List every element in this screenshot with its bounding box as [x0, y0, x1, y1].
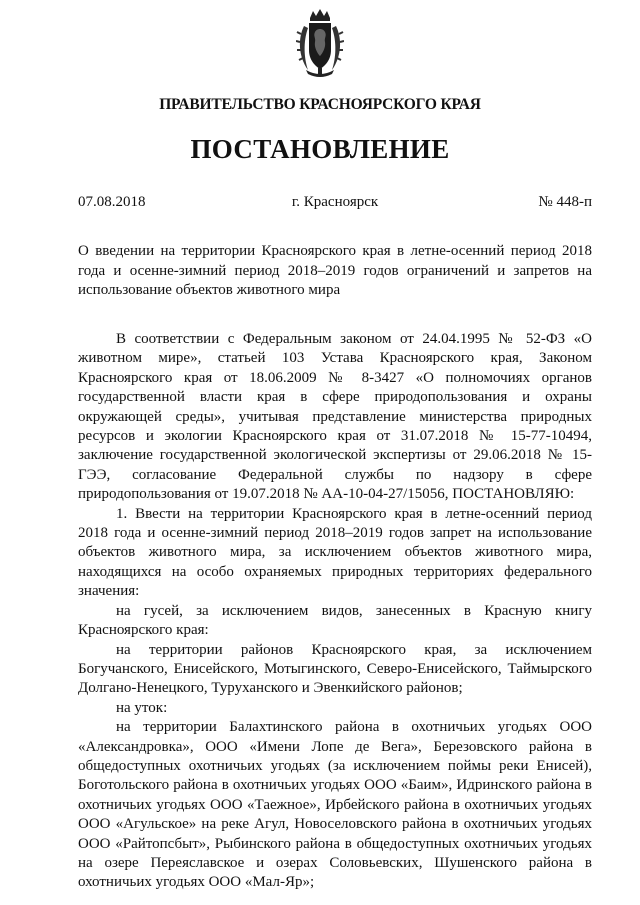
- paragraph: В соответствии с Федеральным законом от 24.04.1995 № 52-ФЗ «О животном мире», статьей 103 Устава Красноярского края, Законом Красноярского края от 18.06.2009 № 8-3427 «О полномочиях органов государственной власти края в сфере природопользования и охраны окружающей среды», учитывая представление министерства природных ресурсов и экологии Красноярского края от 31.07.2018 № 15-77-10494, заключение государственной экологической экспертизы от 29.06.2018 № 15-ГЭЭ, согласование Федеральной службы по надзору в сфере природопользования от 19.07.2018 № АА-10-04-27/15056, ПОСТАНОВЛЯЮ:: [78, 331, 592, 503]
- paragraph: на гусей, за исключением видов, занесенных в Красную книгу Красноярского края:: [78, 602, 592, 639]
- paragraph: 1. Ввести на территории Красноярского края в летне-осенний период 2018 года и осенне-зимний период 2018–2019 годов запрет на использование объектов животного мира, за исключением объектов животного мира, находящихся на особо охраняемых природных территориях федерального значения:: [78, 505, 592, 600]
- government-name: ПРАВИТЕЛЬСТВО КРАСНОЯРСКОГО КРАЯ: [159, 96, 481, 113]
- document-body: [78, 330, 592, 893]
- paragraph: на уток:: [116, 699, 168, 716]
- paragraph: на территории районов Красноярского края, за исключением Богучанского, Енисейского, Мотыгинского, Северо-Енисейского, Таймырского Долгано-Ненецкого, Туруханского и Эвенкийского районов;: [78, 641, 592, 697]
- krasnoyarsk-coat-of-arms-icon: [296, 8, 344, 80]
- document-number: № 448-п: [538, 194, 592, 210]
- document-date: 07.08.2018: [78, 194, 146, 210]
- paragraph: на территории Балахтинского района в охотничьих угодьях ООО «Александровка», ООО «Имени Лопе де Вега», Березовского района в общедоступных охотничьих угодьях (за исключением поймы реки Енисей), Боготольского района в охотничьих угодьях ООО «Баим», Идринского района в охотничьих угодьях ООО «Таежное», Ирбейского района в охотничьих угодьях ООО «Агульское» на реке Агул, Новоселовского района в охотничьих угодьях ООО «Райтопсбыт», Рыбинского района в общедоступных охотничьих угодьях на озере Переяславское и озерах Соловьевских, Шушенского района в охотничьих угодьях ООО «Мал-Яр»;: [78, 719, 592, 891]
- document-meta-row: [78, 194, 592, 216]
- document-type-title: ПОСТАНОВЛЕНИЕ: [190, 134, 450, 164]
- document-subject: О введении на территории Красноярского края в летне-осенний период 2018 года и осенне-зимний период 2018–2019 годов ограничений и запретов на использование объектов животного мира: [78, 243, 592, 298]
- document-city: г. Красноярск: [291, 194, 379, 210]
